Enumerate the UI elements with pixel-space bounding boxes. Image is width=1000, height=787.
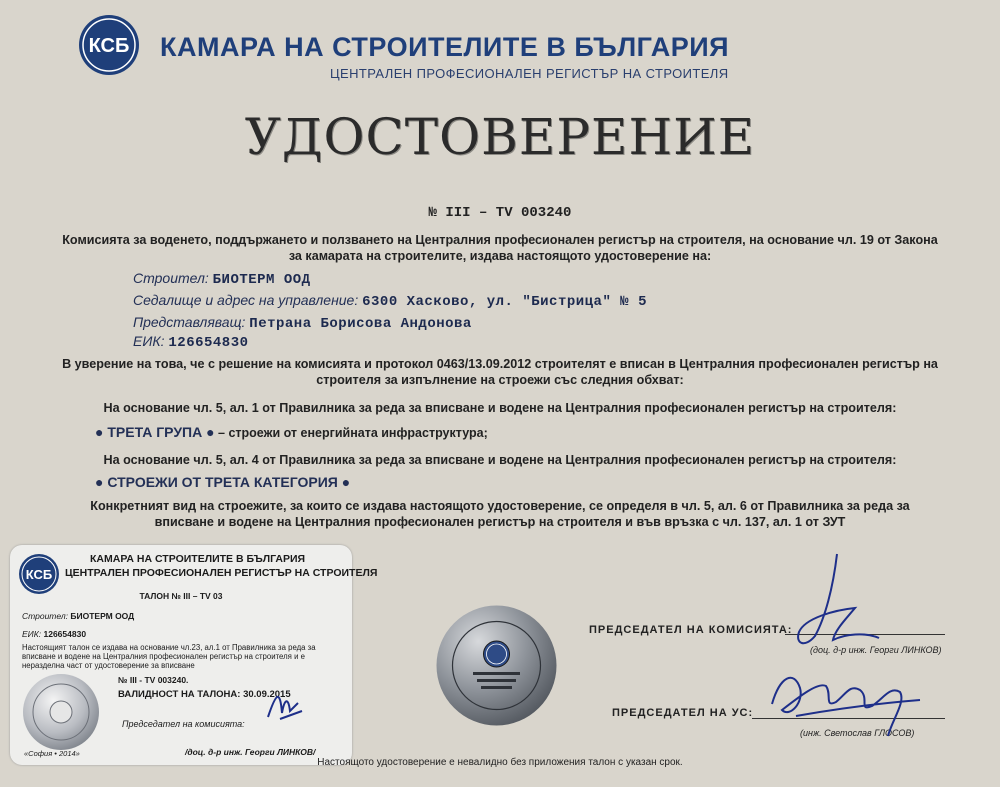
address-field [133,292,647,310]
address-value: 6300 Хасково, ул. "Бистрица" № 5 [362,294,647,310]
basis-paragraph-1: На основание чл. 5, ал. 1 от Правилника за реда за вписване и водене на Централния професионален регистър на строителя: [103,401,897,415]
eik-label: ЕИК: [133,333,165,349]
scope-paragraph: Конкретният вид на строежите, за които се издава настоящото удостоверение, се определя в чл. 5, ал. 6 от Правилника за реда за вписване и водене на Централния професионален регистър на строителя и във връзка с чл. 137, ал. 1 от ЗУТ [90,499,910,529]
representative-label: Представляващ: [133,314,246,330]
card-eik [22,629,86,639]
builder-label: Строител: [133,270,209,286]
builder-field [133,270,311,288]
card-signature [258,683,308,727]
chamber-seal [435,604,558,727]
intro-paragraph: Комисията за воденето, поддържането и ползването на Централния професионален регистър на строителя, на основание чл. 19 от Закона за камарата на строителите, издава настоящото удостоверение на: [62,233,938,263]
group-line [95,424,488,440]
board-chair-name: (инж. Светослав ГЛОСОВ) [800,728,915,738]
card-title: КАМАРА НА СТРОИТЕЛИТЕ В БЪЛГАРИЯ [90,553,306,565]
document-number: № III – TV 003240 [428,205,572,221]
org-title: КАМАРА НА СТРОИТЕЛИТЕ В БЪЛГАРИЯ [160,32,730,62]
commission-chair-label: ПРЕДСЕДАТЕЛ НА КОМИСИЯТА: [589,624,793,636]
board-chair-label: ПРЕДСЕДАТЕЛ НА УС: [612,707,754,719]
card-builder-label: Строител: [22,611,68,621]
board-signature [760,646,930,741]
ksb-logo [78,14,140,76]
card-builder [22,611,134,621]
eik-field [133,333,249,351]
representative-value: Петрана Борисова Андонова [249,316,472,332]
document-title: УДОСТОВЕРЕНИЕ [244,108,756,166]
card-eik-label: ЕИК: [22,629,42,639]
card-talon-number: ТАЛОН № III – TV 03 [139,591,223,601]
card-hologram-seal [22,673,100,751]
basis-paragraph-2: На основание чл. 5, ал. 4 от Правилника за реда за вписване и водене на Централния професионален регистър на строителя: [103,453,897,467]
logo-text: КСБ [88,35,130,57]
card-validity-value: 30.09.2015 [243,689,291,700]
card-ksb-logo [18,553,60,595]
card-legal-text: Настоящият талон се издава на основание чл.23, ал.1 от Правилника за реда за вписване и водене на Централния професионален регистър на строителя и е неразделна част от удостоверение за вписване [22,643,316,670]
card-builder-value: БИОТЕРМ ООД [70,611,135,621]
group-description: – строежи от енергийната инфраструктура; [214,426,488,440]
org-subtitle: ЦЕНТРАЛЕН ПРОФЕСИОНАЛЕН РЕГИСТЪР НА СТРОИТЕЛЯ [330,66,729,81]
card-chair-name: /доц. д-р инж. Георги ЛИНКОВ/ [185,747,316,757]
card-cert-number: № III - TV 003240. [118,675,189,685]
card-chair-label: Председател на комисията: [122,719,245,729]
commission-chair-name: (доц. д-р инж. Георги ЛИНКОВ) [810,645,942,655]
footer-note: Настоящото удостоверение е невалидно без приложения талон с указан срок. [317,757,683,768]
card-logo-text: КСБ [25,567,53,582]
card-subtitle: ЦЕНТРАЛЕН ПРОФЕСИОНАЛЕН РЕГИСТЪР НА СТРОИТЕЛЯ [65,567,378,579]
decision-paragraph: В уверение на това, че с решение на комисията и протокол 0463/13.09.2012 строителят е вписан в Централния професионален регистър на строителя за изпълнение на строежи със следния обхват: [62,357,938,387]
builder-value: БИОТЕРМ ООД [212,272,311,288]
address-label: Седалище и адрес на управление: [133,292,359,308]
card-eik-value: 126654830 [43,629,87,639]
talon-card [10,545,378,765]
representative-field [133,314,472,332]
card-issue-place: «София • 2014» [24,749,80,758]
card-validity-label: ВАЛИДНОСТ НА ТАЛОНА: [118,689,241,700]
group-highlight: ● ТРЕТА ГРУПА ● [95,424,215,440]
category-line: ● СТРОЕЖИ ОТ ТРЕТА КАТЕГОРИЯ ● [95,474,351,490]
eik-value: 126654830 [168,335,249,351]
